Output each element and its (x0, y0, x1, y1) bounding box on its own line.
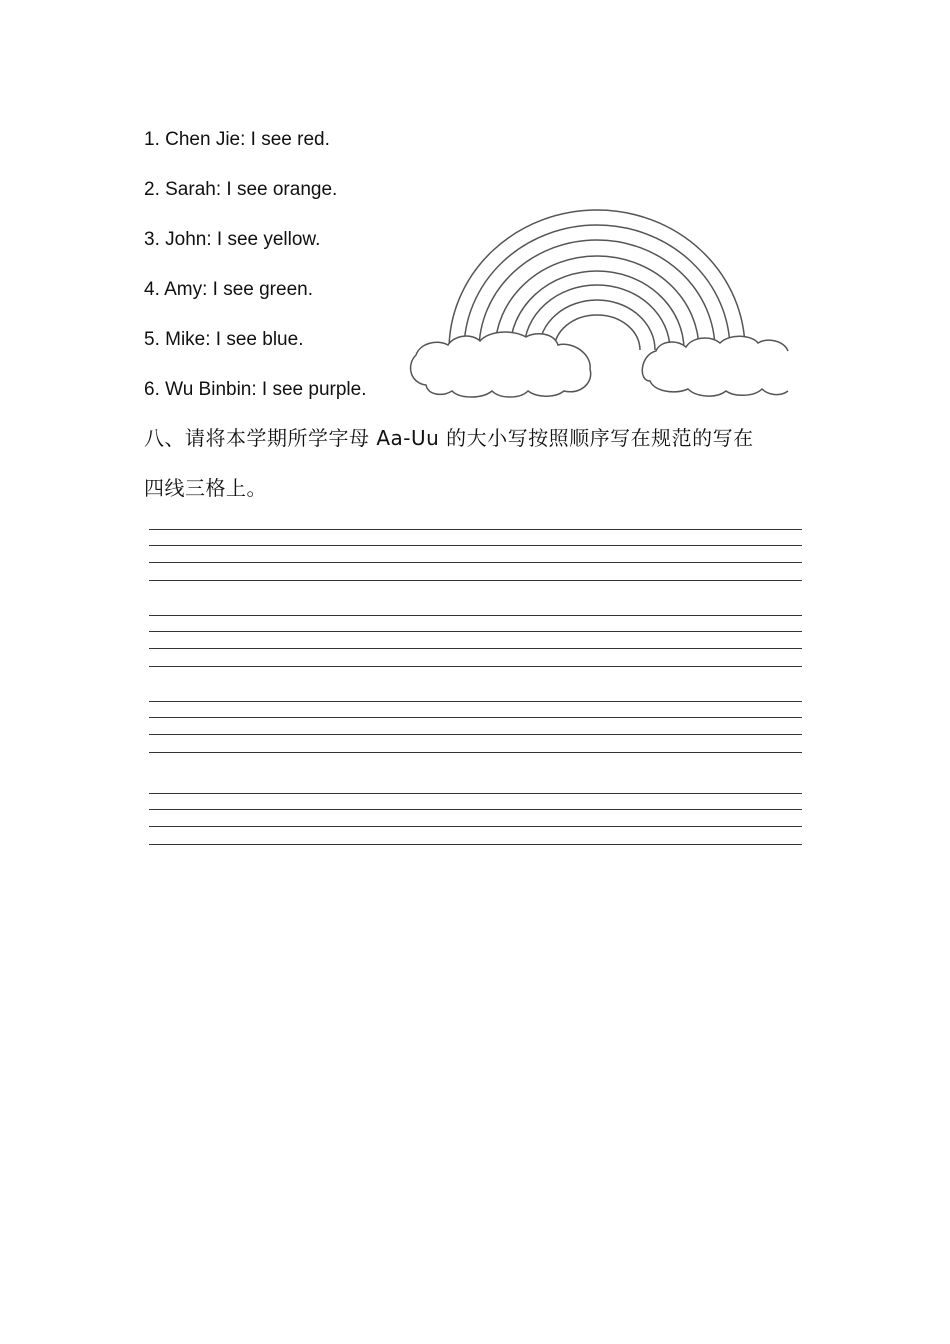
grid-line (149, 666, 802, 667)
sentence-3: 3. John: I see yellow. (144, 229, 321, 250)
grid-line (149, 615, 802, 616)
grid-line (149, 648, 802, 649)
four-line-grid-3[interactable] (149, 701, 802, 755)
grid-line (149, 562, 802, 563)
grid-line (149, 826, 802, 827)
four-line-grid-4[interactable] (149, 793, 802, 847)
grid-line (149, 752, 802, 753)
grid-line (149, 580, 802, 581)
grid-line (149, 631, 802, 632)
grid-line (149, 844, 802, 845)
rainbow-arc-1 (449, 210, 745, 350)
instruction-line-2: 四线三格上。 (144, 476, 267, 500)
grid-line (149, 793, 802, 794)
rainbow-arcs (449, 210, 745, 350)
left-cloud (411, 332, 591, 397)
sentence-2: 2. Sarah: I see orange. (144, 179, 338, 200)
sentence-5: 5. Mike: I see blue. (144, 329, 304, 350)
instruction-line-1: 八、请将本学期所学字母 Aa-Uu 的大小写按照顺序写在规范的写在 (144, 426, 754, 450)
grid-line (149, 701, 802, 702)
grid-line (149, 717, 802, 718)
grid-line (149, 809, 802, 810)
four-line-grid-2[interactable] (149, 615, 802, 669)
grid-line (149, 529, 802, 530)
sentence-1: 1. Chen Jie: I see red. (144, 129, 330, 150)
grid-line (149, 734, 802, 735)
right-cloud (642, 336, 788, 396)
grid-line (149, 545, 802, 546)
four-line-grid-1[interactable] (149, 529, 802, 583)
sentence-6: 6. Wu Binbin: I see purple. (144, 379, 367, 400)
rainbow-arc-2 (464, 225, 730, 350)
rainbow-illustration (404, 205, 792, 401)
sentence-4: 4. Amy: I see green. (144, 279, 313, 300)
